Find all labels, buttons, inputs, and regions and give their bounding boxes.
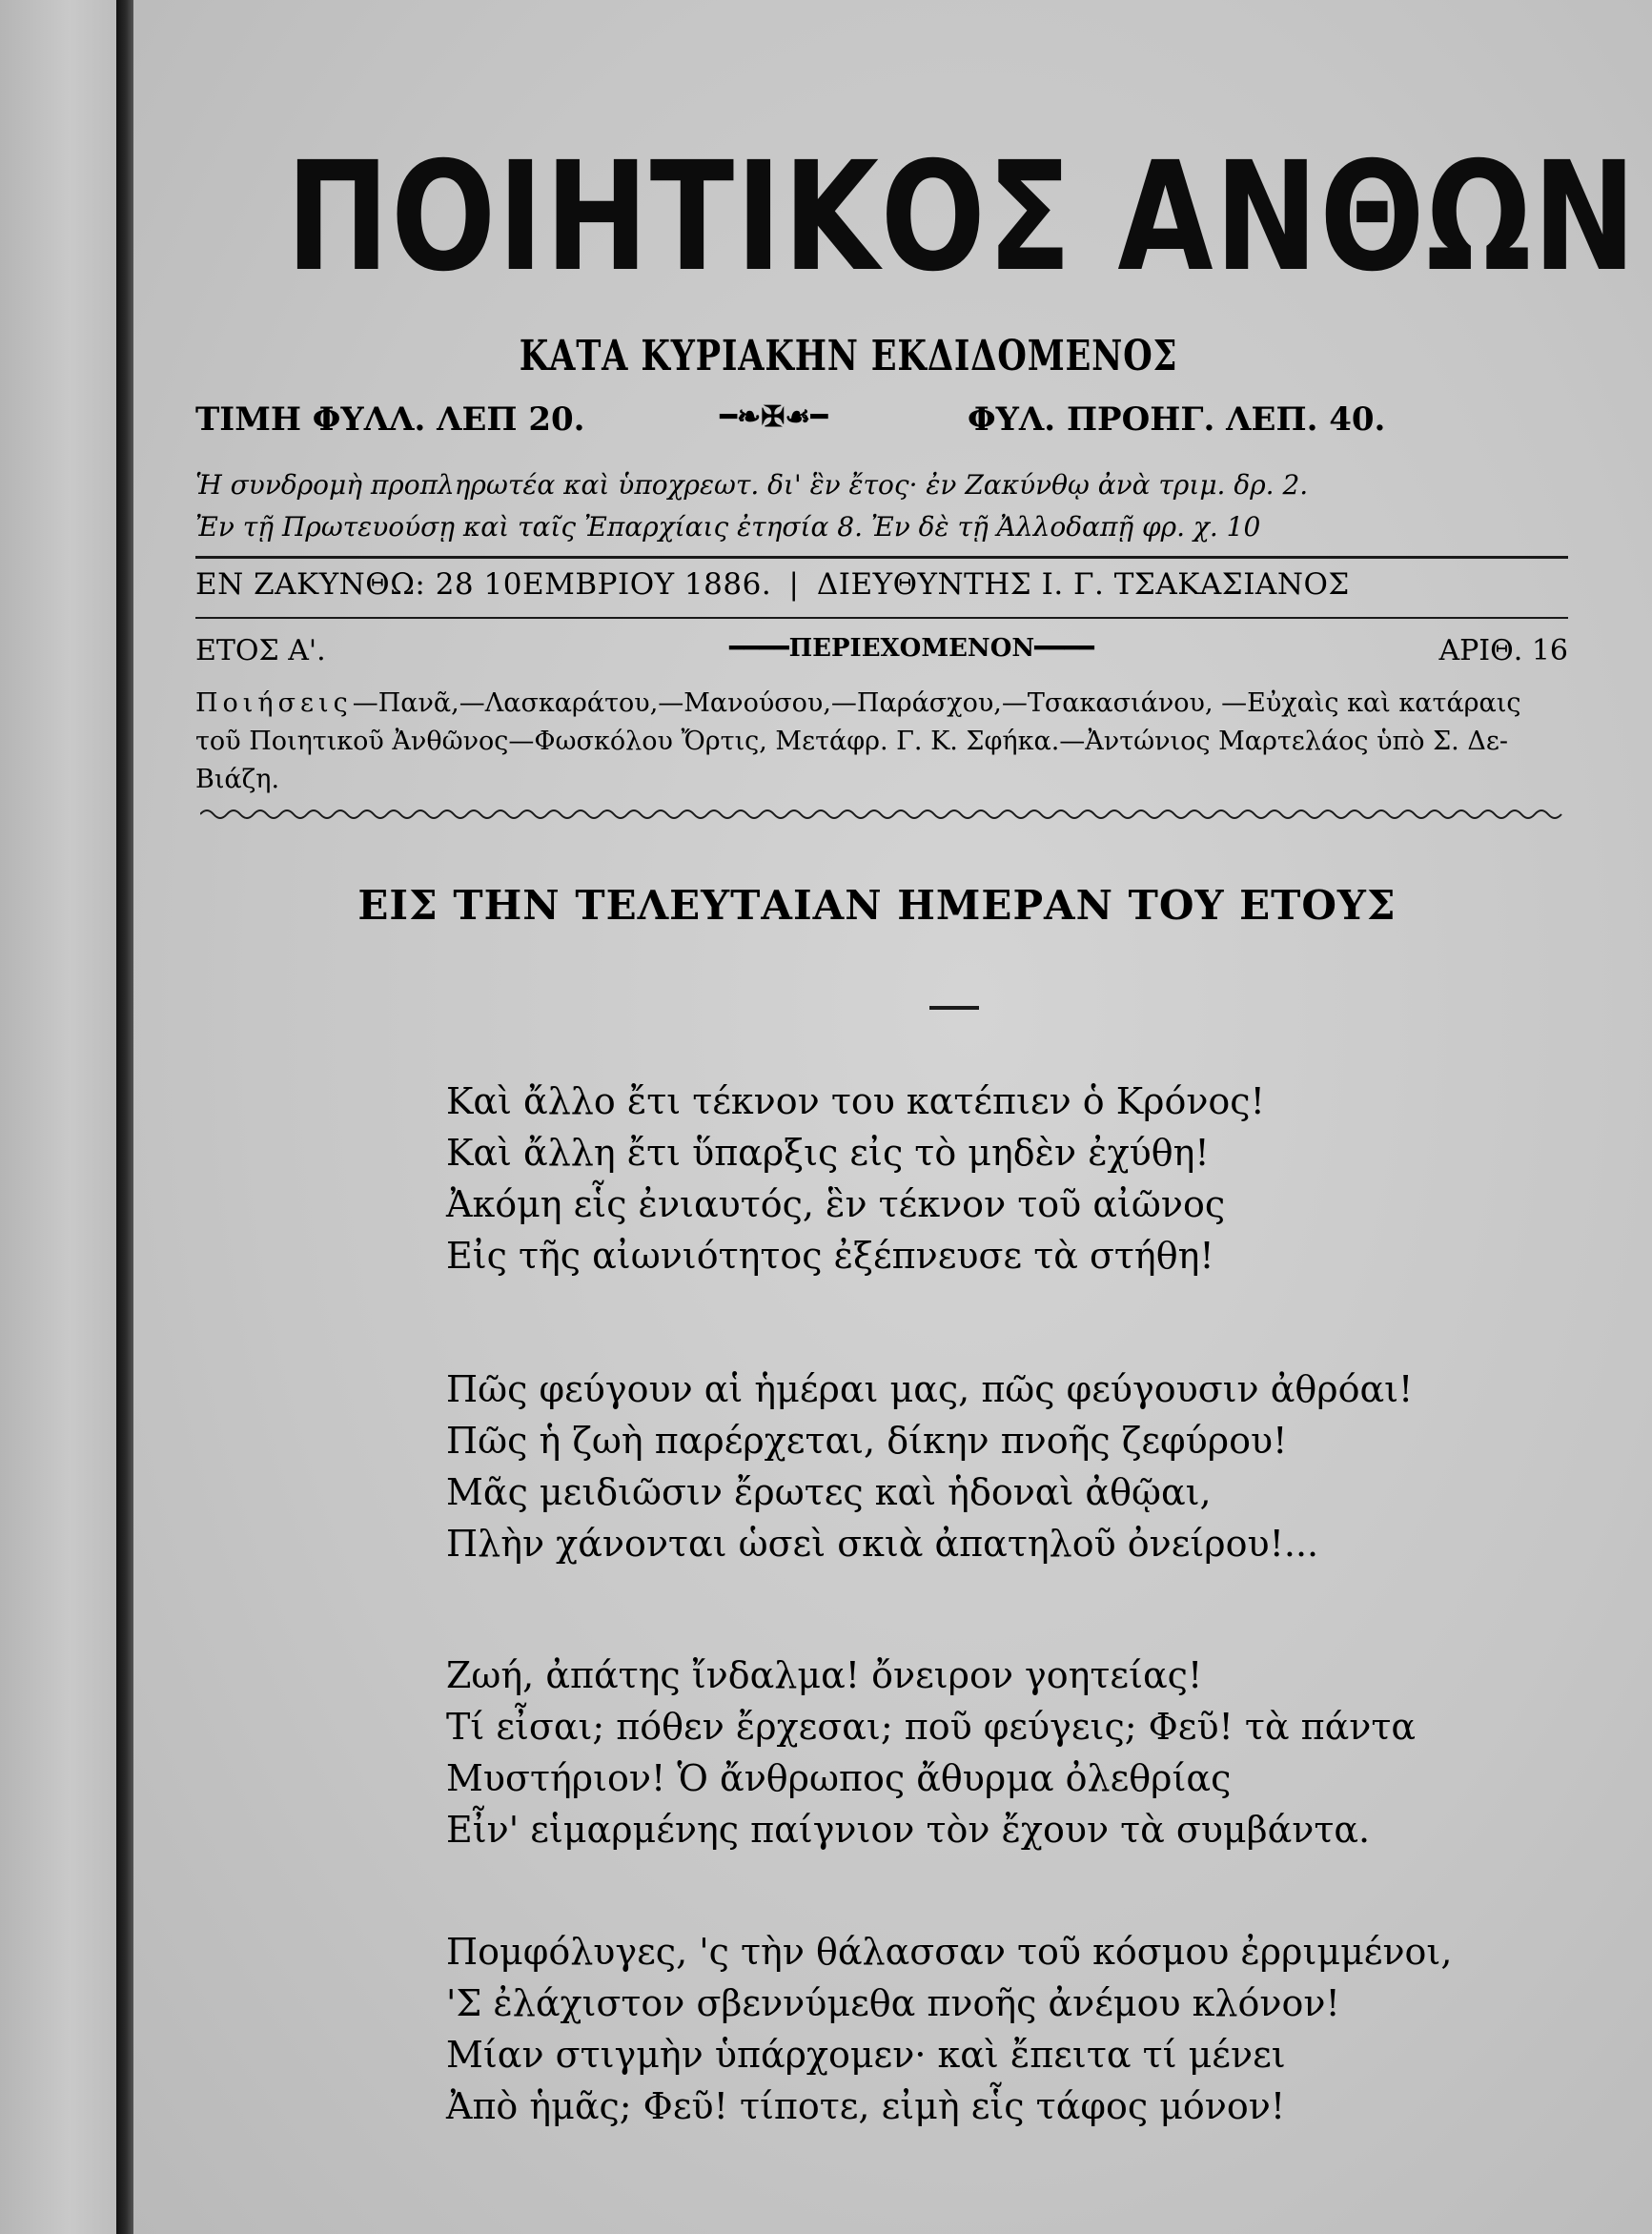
verse-line: Πομφόλυγες, 'ς τὴν θάλασσαν τοῦ κόσμου ἐρριμμένοι, [446, 1931, 1453, 1973]
verse-line: Πῶς φεύγουν αἱ ἡμέραι μας, πῶς φεύγουσιν ἀθρόαι! [446, 1368, 1414, 1410]
stanza-1 [446, 1076, 1533, 1281]
facing-page-edge [0, 0, 116, 2234]
rule-middle [195, 617, 1568, 619]
contents-heading: ━━━━ΠΕΡΙΕΧΟΜΕΝΟΝ━━━━ [729, 634, 1094, 663]
book-binding-gutter [116, 0, 133, 2234]
contents-label: Ποιήσεις [195, 688, 353, 718]
stanza-3 [446, 1650, 1533, 1855]
verse-line: Καὶ ἄλλο ἔτι τέκνον του κατέπιεν ὁ Κρόνος! [446, 1080, 1265, 1122]
title-dash [929, 1006, 979, 1010]
dateline [195, 567, 1578, 602]
verse-line: Ζωή, ἀπάτης ἴνδαλμα! ὄνειρον γοητείας! [446, 1654, 1203, 1696]
stanza-4 [446, 1926, 1533, 2132]
wavy-divider [200, 806, 1563, 823]
table-of-contents [195, 685, 1568, 799]
ornament-icon: ━❧✠☙━ [720, 400, 828, 434]
verse-line: Μυστήριον! Ὁ ἄνθρωπος ἄθυρμα ὀλεθρίας [446, 1757, 1232, 1799]
dateline-separator: | [788, 567, 800, 602]
masthead-subtitle: ΚΑΤΑ ΚΥΡΙΑΚΗΝ ΕΚΔΙΔΟΜΕΝΟΣ [519, 332, 1178, 380]
contents-text: —Πανᾶ,—Λασκαράτου,—Μανούσου,—Παράσχου,—Τσακασιάνου, —Εὐχαὶς καὶ κατάραις τοῦ Ποιητικοῦ Ἀνθῶνος—Φωσκόλου Ὄρτις, Μετάφρ. Γ. Κ. Σφήκα.—Ἀντώνιος Μαρτελάος ὑπὸ Σ. Δε-Βιάζη. [195, 688, 1521, 794]
rule-top [195, 556, 1568, 559]
verse-line: Εἰς τῆς αἰωνιότητος ἐξέπνευσε τὰ στήθη! [446, 1235, 1214, 1277]
verse-line: Τί εἶσαι; πόθεν ἔρχεσαι; ποῦ φεύγεις; Φεῦ! τὰ πάντα [446, 1706, 1417, 1748]
verse-line: Ἀπὸ ἡμᾶς; Φεῦ! τίποτε, εἰμὴ εἷς τάφος μόνον! [446, 2085, 1286, 2127]
subscription-line-2: Ἐν τῇ Πρωτευούσῃ καὶ ταῖς Ἐπαρχίαις ἐτησία 8. Ἐν δὲ τῇ Ἀλλοδαπῇ φρ. χ. 10 [195, 511, 1261, 543]
volume-year: ΕΤΟΣ Α'. [195, 634, 326, 667]
stanza-2 [446, 1363, 1533, 1569]
single-issue-price: ΤΙΜΗ ΦΥΛΛ. ΛΕΠ 20. [195, 400, 585, 439]
price-row [195, 400, 1578, 448]
poem-title: ΕΙΣ ΤΗΝ ΤΕΛΕΥΤΑΙΑΝ ΗΜΕΡΑΝ ΤΟΥ ΕΤΟΥΣ [357, 882, 1397, 929]
back-issue-price: ΦΥΛ. ΠΡΟΗΓ. ΛΕΠ. 40. [968, 400, 1386, 439]
verse-line: 'Σ ἐλάχιστον σβεννύμεθα πνοῆς ἀνέμου κλόνον! [446, 1982, 1340, 2024]
verse-line: Μίαν στιγμὴν ὑπάρχομεν· καὶ ἔπειτα τί μένει [446, 2034, 1286, 2076]
verse-line: Εἶν' εἱμαρμένης παίγνιον τὸν ἔχουν τὰ συμβάντα. [446, 1809, 1371, 1851]
place-and-date: ΕΝ ΖΑΚΥΝΘΩ: 28 10ΕΜΒΡΙΟΥ 1886. [195, 567, 772, 602]
director-name: ΔΙΕΥΘΥΝΤΗΣ Ι. Γ. ΤΣΑΚΑΣΙΑΝΟΣ [816, 567, 1350, 602]
verse-line: Πῶς ἡ ζωὴ παρέρχεται, δίκην πνοῆς ζεφύρου! [446, 1420, 1288, 1462]
verse-line: Ἀκόμη εἷς ἐνιαυτός, ἓν τέκνον τοῦ αἰῶνος [446, 1183, 1226, 1225]
verse-line: Πλὴν χάνονται ὡσεὶ σκιὰ ἀπατηλοῦ ὀνείρου!... [446, 1523, 1319, 1565]
verse-line: Μᾶς μειδιῶσιν ἔρωτες καὶ ἡδοναὶ ἀθῷαι, [446, 1471, 1212, 1513]
masthead-title: ΠΟΙΗΤΙΚΟΣ ΑΝΘΩΝ [286, 130, 1638, 305]
issue-number: ΑΡΙΘ. 16 [1438, 634, 1568, 667]
subscription-line-1: Ἡ συνδρομὴ προπληρωτέα καὶ ὑποχρεωτ. δι' ἓν ἔτος· ἐν Ζακύνθῳ ἀνὰ τριμ. δρ. 2. [195, 469, 1309, 501]
issue-row [195, 634, 1568, 672]
verse-line: Καὶ ἄλλη ἔτι ὕπαρξις εἰς τὸ μηδὲν ἐχύθη! [446, 1132, 1210, 1174]
